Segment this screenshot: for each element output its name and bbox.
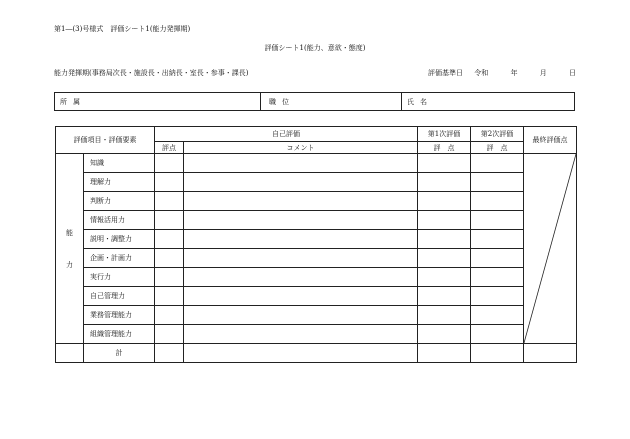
- table-row: [56, 268, 577, 287]
- header-final-score: 最終評価点: [524, 127, 577, 154]
- table-row: [56, 287, 577, 306]
- first-score-cell[interactable]: [418, 192, 471, 211]
- total-self-score-cell[interactable]: [155, 344, 184, 363]
- item-label: 組織管理能力: [84, 325, 155, 344]
- second-score-cell[interactable]: [471, 211, 524, 230]
- category-char-2: 力: [66, 260, 73, 269]
- item-label: 自己管理力: [84, 287, 155, 306]
- comment-cell[interactable]: [184, 211, 418, 230]
- table-row: [56, 192, 577, 211]
- second-score-cell[interactable]: [471, 192, 524, 211]
- employee-info-box: [54, 92, 575, 111]
- total-row: [56, 344, 577, 363]
- total-second-score-cell[interactable]: [471, 344, 524, 363]
- second-score-cell[interactable]: [471, 154, 524, 173]
- document-title: 評価シート1(能力、意欲・態度): [264, 44, 366, 52]
- self-score-cell[interactable]: [155, 173, 184, 192]
- table-row: [56, 230, 577, 249]
- item-label: 実行力: [84, 268, 155, 287]
- item-label: 企画・計画力: [84, 249, 155, 268]
- reference-date-label: 評価基準日: [428, 69, 463, 77]
- item-label: 理解力: [84, 173, 155, 192]
- table-row: [56, 211, 577, 230]
- self-score-cell[interactable]: [155, 268, 184, 287]
- first-score-cell[interactable]: [418, 154, 471, 173]
- second-score-cell[interactable]: [471, 268, 524, 287]
- first-score-cell[interactable]: [418, 230, 471, 249]
- period-label: 能力発揮期(事務局次長・施設長・出納長・室長・参事・課長): [54, 69, 249, 77]
- item-label: 業務管理能力: [84, 306, 155, 325]
- table-header-row: [56, 127, 577, 142]
- day-label: 日: [568, 69, 576, 77]
- table-row: [56, 249, 577, 268]
- second-score-cell[interactable]: [471, 287, 524, 306]
- second-score-cell[interactable]: [471, 325, 524, 344]
- final-score-cell: [524, 154, 577, 344]
- form-number-label: 第1―(3)号様式 評価シート1(能力発揮期): [54, 25, 191, 33]
- subheader-second-score: 評 点: [471, 142, 524, 154]
- month-label: 月: [539, 69, 547, 77]
- name-label: 氏名: [407, 98, 433, 106]
- comment-cell[interactable]: [184, 192, 418, 211]
- second-score-cell[interactable]: [471, 306, 524, 325]
- self-score-cell[interactable]: [155, 287, 184, 306]
- self-score-cell[interactable]: [155, 249, 184, 268]
- first-score-cell[interactable]: [418, 268, 471, 287]
- header-second-eval: 第2次評価: [471, 127, 524, 142]
- year-label: 年: [510, 69, 518, 77]
- first-score-cell[interactable]: [418, 287, 471, 306]
- second-score-cell[interactable]: [471, 230, 524, 249]
- first-score-cell[interactable]: [418, 173, 471, 192]
- table-row: [56, 325, 577, 344]
- subheader-first-score: 評 点: [418, 142, 471, 154]
- comment-cell[interactable]: [184, 249, 418, 268]
- subheader-score: 評点: [155, 142, 184, 154]
- header-first-eval: 第1次評価: [418, 127, 471, 142]
- second-score-cell[interactable]: [471, 173, 524, 192]
- self-score-cell[interactable]: [155, 192, 184, 211]
- item-label: 判断力: [84, 192, 155, 211]
- total-first-score-cell[interactable]: [418, 344, 471, 363]
- table-row: [56, 173, 577, 192]
- header-self-eval: 自己評価: [155, 127, 418, 142]
- total-final-score-cell[interactable]: [524, 344, 577, 363]
- comment-cell[interactable]: [184, 268, 418, 287]
- table-row: [56, 306, 577, 325]
- comment-cell[interactable]: [184, 154, 418, 173]
- item-label: 説明・調整力: [84, 230, 155, 249]
- self-score-cell[interactable]: [155, 306, 184, 325]
- self-score-cell[interactable]: [155, 230, 184, 249]
- item-label: 情報活用力: [84, 211, 155, 230]
- second-score-cell[interactable]: [471, 249, 524, 268]
- self-score-cell[interactable]: [155, 325, 184, 344]
- header-eval-items: 評価項目・評価要素: [56, 127, 155, 154]
- category-char-1: 能: [66, 228, 73, 237]
- era-label: 令和: [474, 69, 489, 77]
- first-score-cell[interactable]: [418, 325, 471, 344]
- first-score-cell[interactable]: [418, 306, 471, 325]
- position-label: 職位: [269, 98, 295, 106]
- first-score-cell[interactable]: [418, 249, 471, 268]
- self-score-cell[interactable]: [155, 154, 184, 173]
- comment-cell[interactable]: [184, 287, 418, 306]
- category-cell: [56, 154, 84, 344]
- total-label: 計: [84, 344, 155, 363]
- diagonal-line: [524, 154, 576, 343]
- self-score-cell[interactable]: [155, 211, 184, 230]
- affiliation-label: 所属: [60, 98, 86, 106]
- reference-date: [428, 68, 576, 78]
- comment-cell[interactable]: [184, 173, 418, 192]
- item-label: 知識: [84, 154, 155, 173]
- comment-cell[interactable]: [184, 306, 418, 325]
- comment-cell[interactable]: [184, 325, 418, 344]
- table-row: [56, 154, 577, 173]
- subheader-comment: コメント: [184, 142, 418, 154]
- first-score-cell[interactable]: [418, 211, 471, 230]
- comment-cell[interactable]: [184, 230, 418, 249]
- total-comment-cell: [184, 344, 418, 363]
- evaluation-table: [55, 126, 577, 363]
